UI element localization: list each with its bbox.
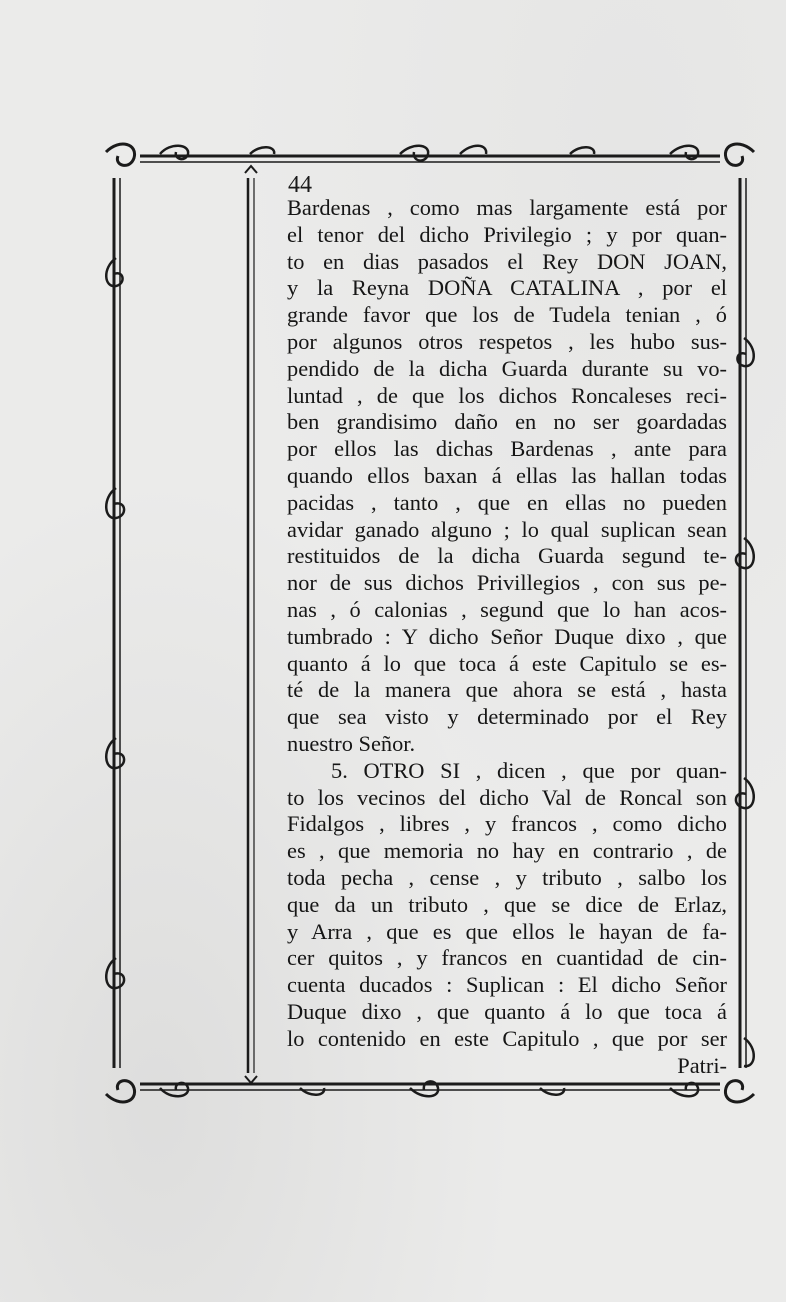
text-line: Duque dixo , que quanto á lo que toca á xyxy=(287,998,727,1024)
text-line: y Arra , que es que ellos le hayan de fa- xyxy=(287,918,727,944)
text-line: cuenta ducados : Suplican : El dicho Señor xyxy=(287,972,727,998)
text-line: té de la manera que ahora se está , hasta xyxy=(287,677,727,703)
text-line: tumbrado : Y dicho Señor Duque dixo , que xyxy=(287,623,727,649)
text-line: restituidos de la dicha Guarda segund te- xyxy=(287,543,727,569)
catchword: Patri- xyxy=(677,1052,727,1078)
text-line: nuestro Señor. xyxy=(287,730,416,756)
text-line: to los vecinos del dicho Val de Roncal son xyxy=(287,784,727,810)
page-number: 44 xyxy=(288,172,312,198)
text-line: avidar ganado alguno ; lo qual suplican sean xyxy=(287,516,727,542)
text-line: lo contenido en este Capitulo , que por ser xyxy=(287,1025,727,1051)
text-line: ben grandisimo daño en no ser goardadas xyxy=(287,409,727,435)
text-line: nor de sus dichos Privillegios , con sus pe- xyxy=(287,570,727,596)
text-line: por algunos otros respetos , les hubo sus- xyxy=(287,328,727,354)
text-line: que sea visto y determinado por el Rey xyxy=(287,704,727,730)
text-line: que da un tributo , que se dice de Erlaz, xyxy=(287,891,727,917)
text-line: el tenor del dicho Privilegio ; y por quan- xyxy=(287,221,727,247)
text-line: luntad , de que los dichos Roncaleses reci- xyxy=(287,382,727,408)
text-line: grande favor que los de Tudela tenian , ó xyxy=(287,302,727,328)
text-line: pendido de la dicha Guarda durante su vo- xyxy=(287,355,727,381)
text-line: Fidalgos , libres , y francos , como dicho xyxy=(287,811,727,837)
text-line: quanto á lo que toca á este Capitulo se es- xyxy=(287,650,727,676)
text-line: toda pecha , cense , y tributo , salbo los xyxy=(287,864,727,890)
paragraph-start-line: 5. OTRO SI , dicen , que por quan- xyxy=(331,757,727,783)
text-line: Bardenas , como mas largamente está por xyxy=(287,195,727,220)
body-text xyxy=(287,195,727,1079)
text-line: por ellos las dichas Bardenas , ante para xyxy=(287,436,727,462)
text-line: quando ellos baxan á ellas las hallan todas xyxy=(287,462,727,488)
text-line: nas , ó calonias , segund que lo han acos- xyxy=(287,596,727,622)
text-line: to en dias pasados el Rey DON JOAN, xyxy=(287,248,727,274)
text-line: cer quitos , y francos en cuantidad de cin- xyxy=(287,945,727,971)
text-line: es , que memoria no hay en contrario , de xyxy=(287,838,727,864)
text-line: y la Reyna DOÑA CATALINA , por el xyxy=(287,275,727,301)
text-line: pacidas , tanto , que en ellas no pueden xyxy=(287,489,727,515)
